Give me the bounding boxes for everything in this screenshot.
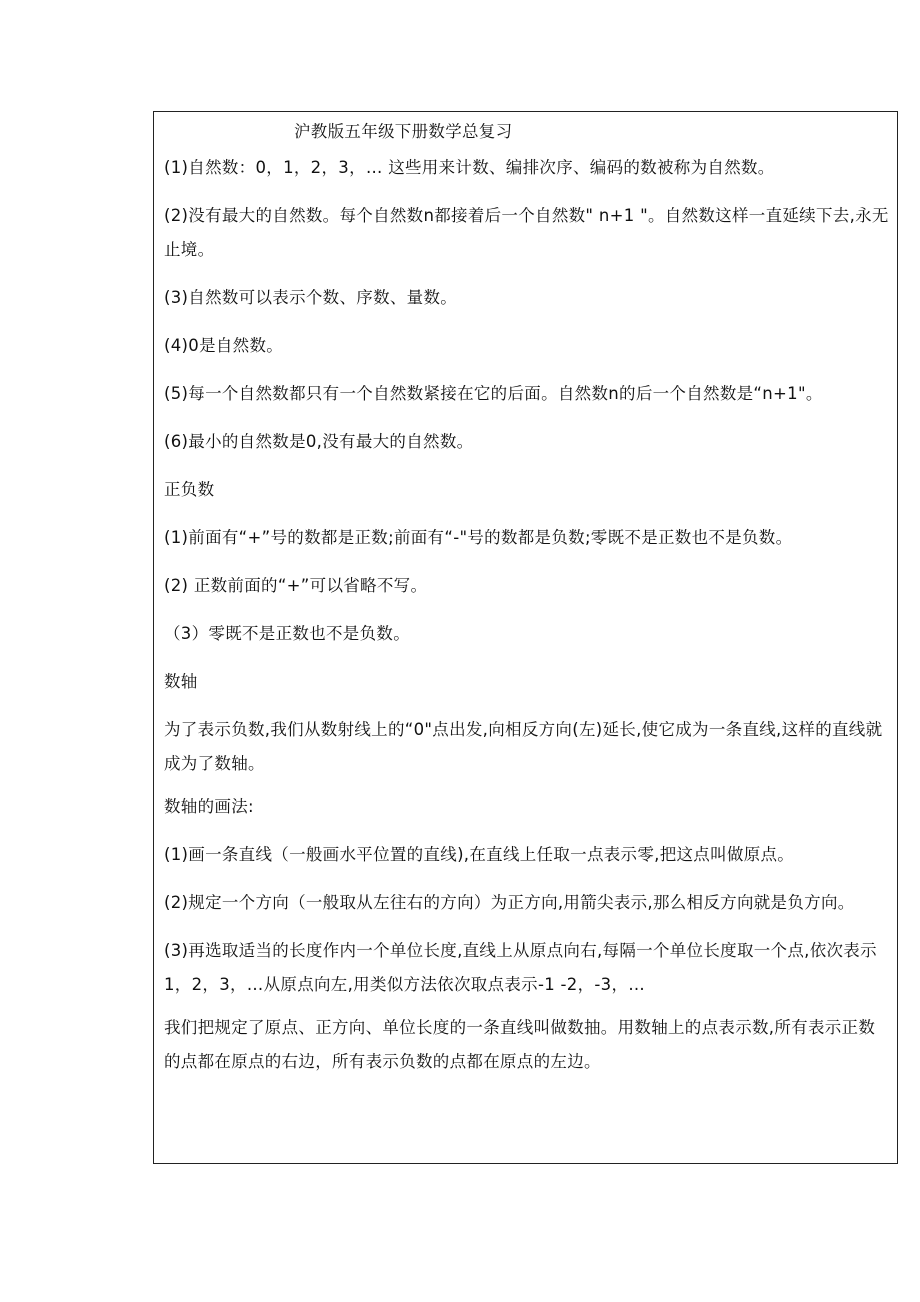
paragraph-smallest-natural-number: (6)最小的自然数是0,没有最大的自然数。 bbox=[164, 432, 474, 451]
section-heading-drawing-method: 数轴的画法: bbox=[164, 797, 254, 816]
document-frame bbox=[153, 111, 898, 1164]
paragraph-plus-omitted: (2) 正数前面的“+”可以省略不写。 bbox=[164, 576, 428, 595]
paragraph-number-line-definition: 为了表示负数,我们从数射线上的“0"点出发,向相反方向(左)延长,使它成为一条直线,这样的直线就成为了数轴。 bbox=[164, 720, 883, 773]
paragraph-zero-neither: （3）零既不是正数也不是负数。 bbox=[164, 624, 410, 643]
paragraph-natural-number-uses: (3)自然数可以表示个数、序数、量数。 bbox=[164, 288, 458, 307]
section-heading-positive-negative: 正负数 bbox=[164, 480, 215, 499]
document-body bbox=[164, 118, 889, 1079]
paragraph-successor: (5)每一个自然数都只有一个自然数紧接在它的后面。自然数n的后一个自然数是“n+1"。 bbox=[164, 384, 823, 403]
paragraph-sign-rules: (1)前面有“+”号的数都是正数;前面有“-"号的数都是负数;零既不是正数也不是负数。 bbox=[164, 528, 793, 547]
paragraph-drawing-step-3: (3)再选取适当的长度作内一个单位长度,直线上从原点向右,每隔一个单位长度取一个点,依次表示1，2，3，…从原点向左,用类似方法依次取点表示-1 -2，-3，… bbox=[164, 941, 877, 994]
paragraph-natural-number-definition: (1)自然数：0，1，2，3，… 这些用来计数、编排次序、编码的数被称为自然数。 bbox=[164, 158, 775, 177]
paragraph-drawing-step-1: (1)画一条直线（一般画水平位置的直线),在直线上任取一点表示零,把这点叫做原点。 bbox=[164, 845, 795, 864]
document-title: 沪教版五年级下册数学总复习 bbox=[294, 122, 513, 141]
section-heading-number-line: 数轴 bbox=[164, 672, 198, 691]
paragraph-zero-is-natural: (4)0是自然数。 bbox=[164, 336, 284, 355]
paragraph-no-largest-natural-number: (2)没有最大的自然数。每个自然数n都接着后一个自然数" n+1 "。自然数这样一直延续下去,永无止境。 bbox=[164, 206, 889, 259]
paragraph-drawing-step-2: (2)规定一个方向（一般取从左往右的方向）为正方向,用箭尖表示,那么相反方向就是负方向。 bbox=[164, 893, 855, 912]
paragraph-number-line-summary: 我们把规定了原点、正方向、单位长度的一条直线叫做数抽。用数轴上的点表示数,所有表示正数的点都在原点的右边，所有表示负数的点都在原点的左边。 bbox=[164, 1018, 876, 1071]
